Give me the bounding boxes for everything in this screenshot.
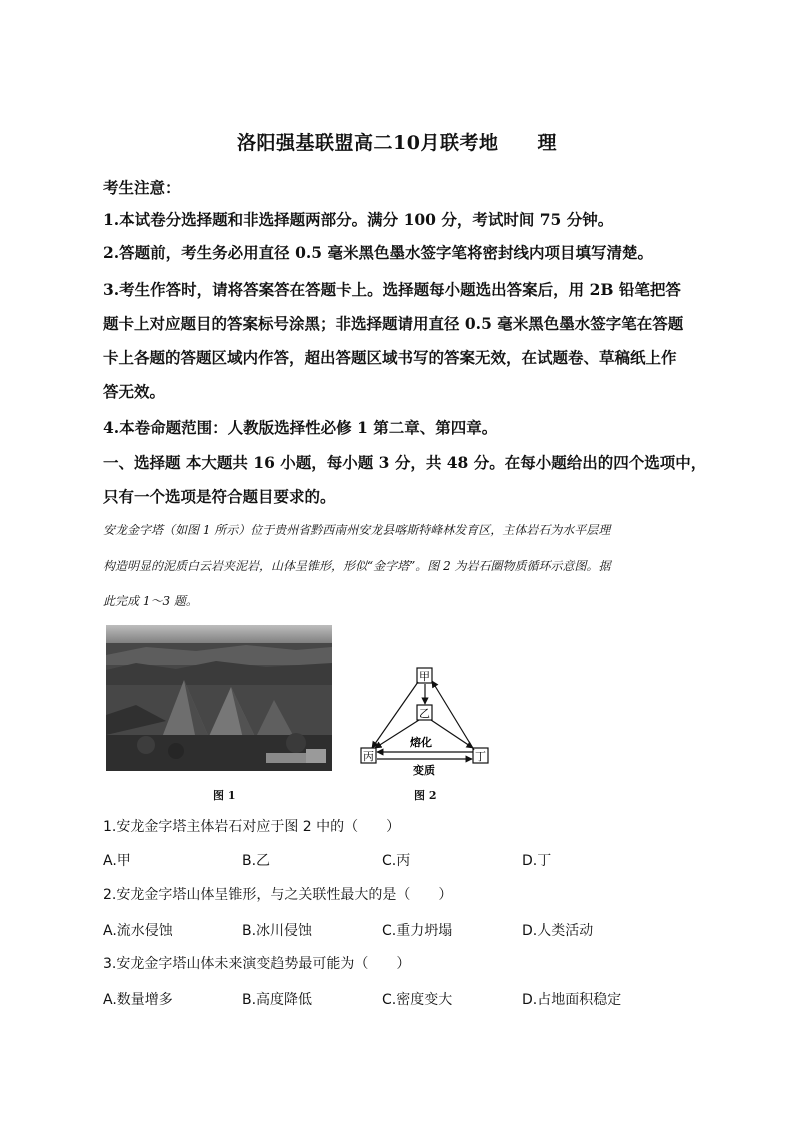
- node-ding: 丁: [475, 750, 486, 763]
- q2-option-b[interactable]: B.冰川侵蚀: [242, 923, 313, 939]
- pyramid-landscape-image: [106, 625, 332, 771]
- notice-line-3c: 卡上各题的答题区域内作答，超出答题区域书写的答案无效，在试题卷、草稿纸上作: [103, 348, 677, 367]
- question-3-stem: 3.安龙金字塔山体未来演变趋势最可能为（ ）: [103, 956, 411, 972]
- notice-line-1: 1.本试卷分选择题和非选择题两部分。满分 100 分，考试时间 75 分钟。: [103, 210, 614, 229]
- notice-line-3b: 题卡上对应题目的答案标号涂黑；非选择题请用直径 0.5 毫米黑色墨水签字笔在答题: [103, 314, 684, 333]
- page-title: 洛阳强基联盟高二10月联考地 理: [237, 132, 557, 154]
- q1-option-b[interactable]: B.乙: [242, 853, 271, 869]
- question-2-stem: 2.安龙金字塔山体呈锥形，与之关联性最大的是（ ）: [103, 887, 453, 903]
- q1-option-c[interactable]: C.丙: [382, 853, 411, 869]
- q3-option-b[interactable]: B.高度降低: [242, 992, 313, 1008]
- intro-line-1: 安龙金字塔（如图 1 所示）位于贵州省黔西南州安龙县喀斯特峰林发育区，主体岩石为水平层理: [103, 523, 611, 537]
- q3-option-a[interactable]: A.数量增多: [103, 992, 173, 1008]
- figure-2-caption: 图 2: [414, 789, 437, 802]
- q2-option-a[interactable]: A.流水侵蚀: [103, 923, 173, 939]
- notice-line-3a: 3.考生作答时，请将答案答在答题卡上。选择题每小题选出答案后，用 2B 铅笔把答: [103, 280, 681, 299]
- label-melting: 熔化: [410, 736, 432, 749]
- q3-option-d[interactable]: D.占地面积稳定: [522, 992, 622, 1008]
- question-1-stem: 1.安龙金字塔主体岩石对应于图 2 中的（ ）: [103, 819, 401, 835]
- rock-cycle-diagram: [355, 662, 495, 776]
- node-jia: 甲: [419, 670, 430, 683]
- node-yi: 乙: [419, 707, 430, 720]
- section-heading-line-2: 只有一个选项是符合题目要求的。: [103, 487, 336, 506]
- section-heading-line-1: 一、选择题 本大题共 16 小题，每小题 3 分，共 48 分。在每小题给出的四个选项中，: [103, 453, 707, 472]
- notice-heading: 考生注意：: [103, 178, 181, 197]
- label-metamorphism: 变质: [413, 764, 435, 776]
- notice-line-4: 4.本卷命题范围：人教版选择性必修 1 第二章、第四章。: [103, 418, 498, 437]
- notice-line-3d: 答无效。: [103, 382, 166, 401]
- q2-option-d[interactable]: D.人类活动: [522, 923, 594, 939]
- node-bing: 丙: [363, 750, 374, 763]
- q1-option-d[interactable]: D.丁: [522, 853, 552, 869]
- intro-line-3: 此完成 1～3 题。: [103, 594, 198, 608]
- figure-1-photo: [106, 625, 332, 771]
- q2-option-c[interactable]: C.重力坍塌: [382, 923, 453, 939]
- figure-1-caption: 图 1: [213, 789, 236, 802]
- q1-option-a[interactable]: A.甲: [103, 853, 131, 869]
- intro-line-2: 构造明显的泥质白云岩夹泥岩，山体呈锥形，形似“金字塔”。图 2 为岩石圈物质循环示意图。据: [103, 559, 611, 573]
- q3-option-c[interactable]: C.密度变大: [382, 992, 453, 1008]
- notice-line-2: 2.答题前，考生务必用直径 0.5 毫米黑色墨水签字笔将密封线内项目填写清楚。: [103, 243, 653, 262]
